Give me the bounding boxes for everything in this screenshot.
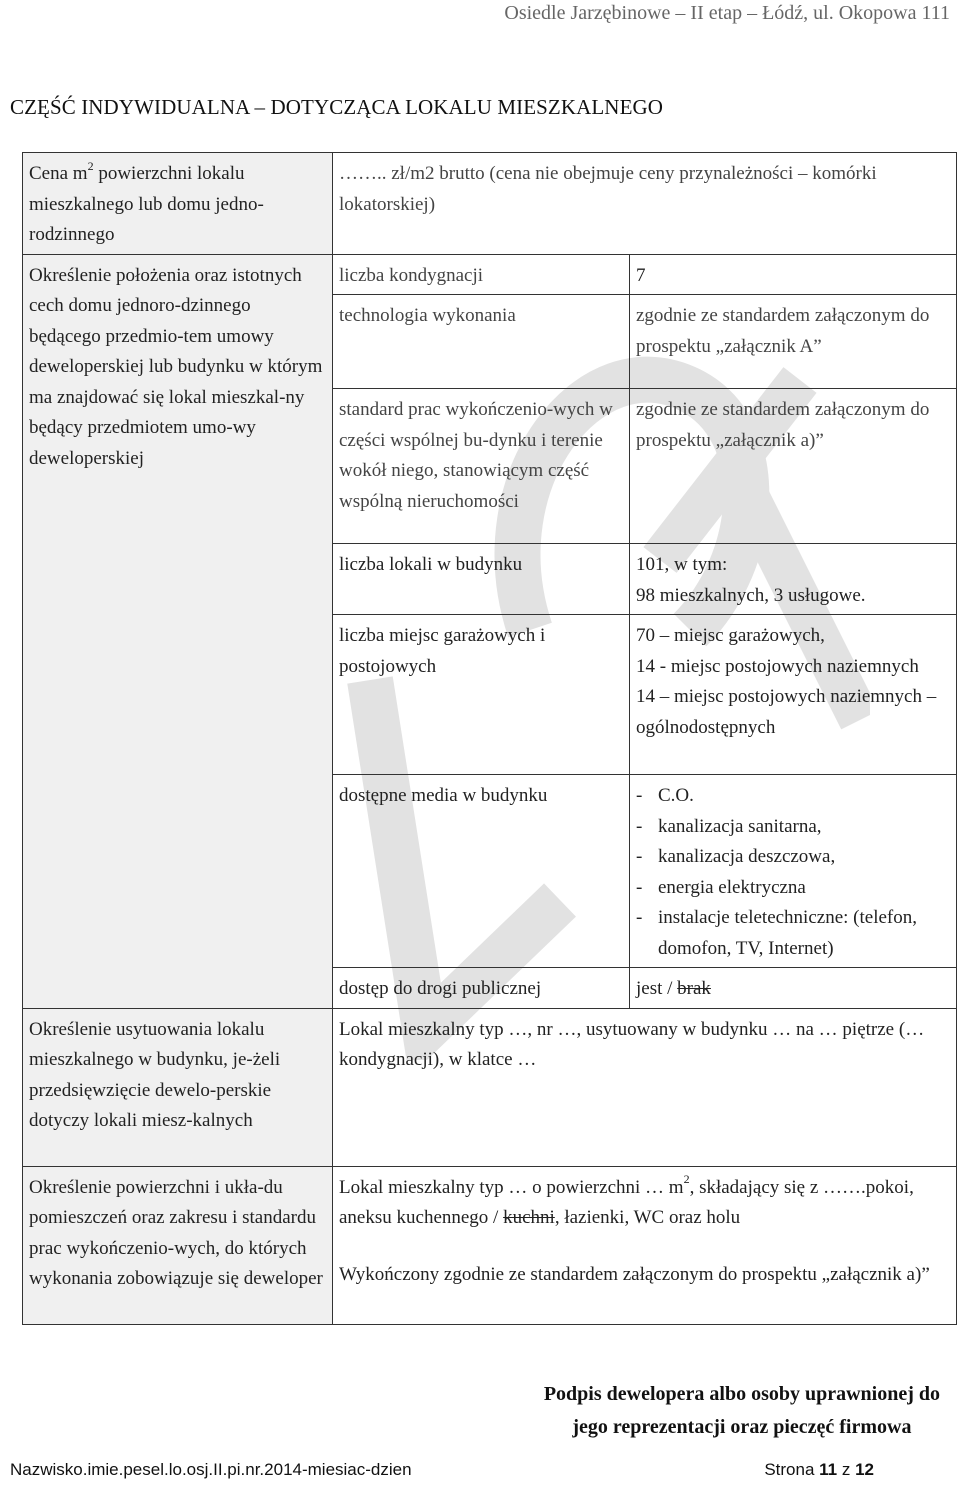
placement-value: Lokal mieszkalny typ …, nr …, usytuowany w budynku … na … piętrze (… kondygnacji), w klatce … xyxy=(333,1008,957,1166)
list-item: - kanalizacja deszczowa, xyxy=(636,846,836,867)
floors-value: 7 xyxy=(630,254,957,295)
list-item: - kanalizacja sanitarna, xyxy=(636,815,822,837)
price-label: Cena $m^2$ powierzchni lokalu mieszkalnego lub domu jedno-rodzinnego xyxy=(23,153,333,255)
footer-page-number: Strona 11 z 12 xyxy=(764,1460,874,1479)
finishing-value: zgodnie ze standardem załączonym do prospektu „załącznik a)” xyxy=(630,389,957,544)
list-item: - C.O. xyxy=(636,785,694,806)
technology-label: technologia wykonania xyxy=(333,295,630,389)
table-row-area xyxy=(23,1166,957,1324)
parking-value: 70 – miejsc garażowych, 14 - miejsc postojowych naziemnych 14 – miejsc postojowych naziemnych – ogólnodostępnych xyxy=(630,615,957,775)
units-value: 101, w tym: 98 mieszkalnych, 3 usługowe. xyxy=(630,544,957,615)
list-item: - instalacje teletechniczne: (telefon, domofon, TV, Internet) xyxy=(636,907,917,959)
apartment-details-table xyxy=(22,152,957,1325)
media-list xyxy=(636,781,950,964)
table-row-floors xyxy=(23,254,957,295)
road-label: dostęp do drogi publicznej xyxy=(333,968,630,1009)
parking-label: liczba miejsc garażowych i postojowych xyxy=(333,615,630,775)
signature-block: Podpis dewelopera albo osoby uprawnionej do jego reprezentacji oraz pieczęć firmowa xyxy=(543,1383,940,1438)
placement-label: Określenie usytuowania lokalu mieszkalnego w budynku, je-żeli przedsięwzięcie dewelo-perskie dotyczy lokali miesz-kalnych xyxy=(23,1008,333,1166)
technology-value: zgodnie ze standardem załączonym do prospektu „załącznik A” xyxy=(630,295,957,389)
media-label: dostępne media w budynku xyxy=(333,775,630,968)
area-value: Lokal mieszkalny typ … o powierzchni … $m^2$, składający się z …….pokoi, aneksu kuchennego / kuchni, łazienki, WC oraz holu Wykończony zgodnie ze standardem załączonym do prospektu „załącznik a)” xyxy=(333,1166,957,1324)
finishing-label: standard prac wykończenio-wych w części wspólnej bu-dynku i terenie wokół niego, stanowiącym część wspólną nieruchomości xyxy=(333,389,630,544)
price-value: …….. zł/m2 brutto (cena nie obejmuje ceny przynależności – komórki lokatorskiej) xyxy=(333,153,957,255)
units-label: liczba lokali w budynku xyxy=(333,544,630,615)
road-value: jest / brak xyxy=(630,968,957,1009)
floors-label: liczba kondygnacji xyxy=(333,254,630,295)
location-label: Określenie położenia oraz istotnych cech domu jednoro-dzinnego będącego przedmio-tem umowy deweloperskiej lub budynku w którym ma znajdować się lokal mieszkal-ny będący przedmiotem umo-wy deweloperskiej xyxy=(23,254,333,1008)
area-label: Określenie powierzchni i ukła-du pomieszczeń oraz zakresu i standardu prac wykończenio-wych, do których wykonania zobowiązuje się deweloper xyxy=(23,1166,333,1324)
footer-document-id: Nazwisko.imie.pesel.lo.osj.II.pi.nr.2014-miesiac-dzien xyxy=(10,1460,412,1479)
table-row-price xyxy=(23,153,957,255)
section-title: CZĘŚĆ INDYWIDUALNA – DOTYCZĄCA LOKALU MIESZKALNEGO xyxy=(10,95,664,119)
running-header: Osiedle Jarzębinowe – II etap – Łódź, ul. Okopowa 111 xyxy=(504,2,950,24)
table-row-placement xyxy=(23,1008,957,1166)
list-item: - energia elektryczna xyxy=(636,876,806,898)
media-value xyxy=(630,775,957,968)
